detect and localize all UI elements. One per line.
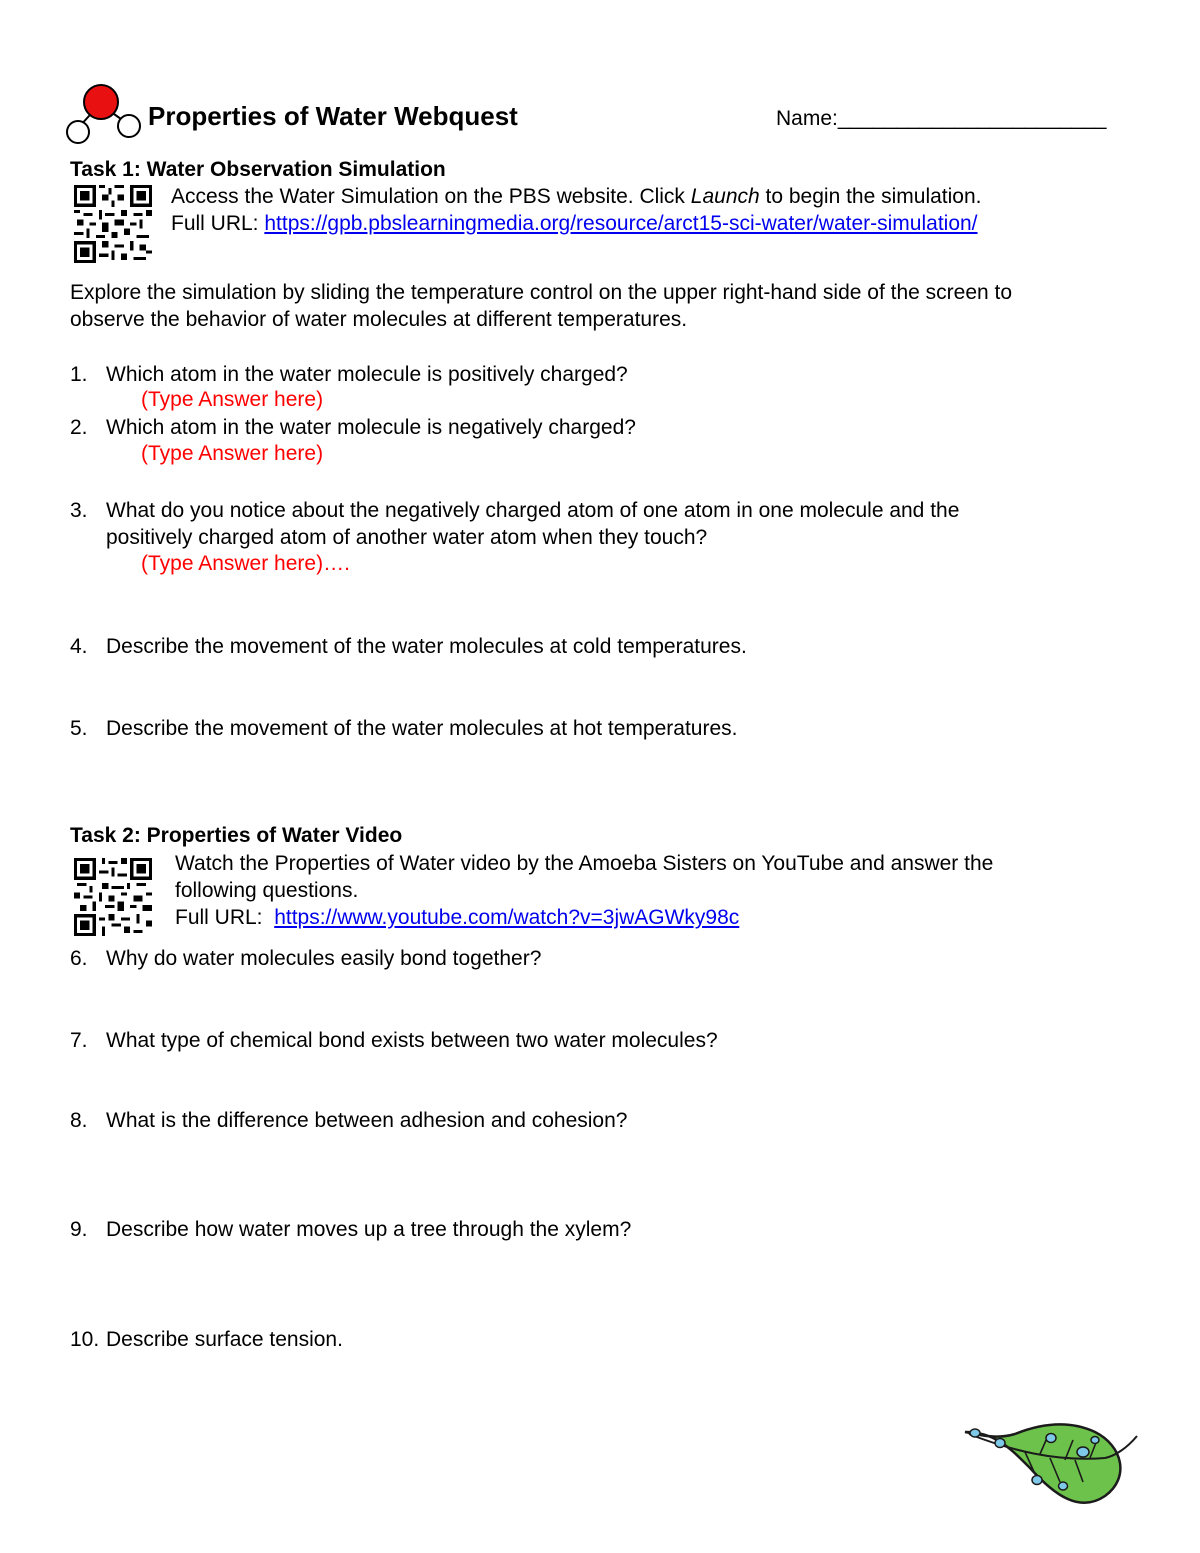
question-text-line1: What do you notice about the negatively charged atom of one atom in one molecule and the bbox=[106, 499, 960, 522]
question-number: 5. bbox=[70, 717, 88, 740]
answer-field-2[interactable]: (Type Answer here) bbox=[141, 442, 324, 465]
question-6 bbox=[70, 945, 1140, 972]
question-text: Describe surface tension. bbox=[106, 1328, 343, 1351]
question-9 bbox=[70, 1216, 1140, 1243]
question-number: 1. bbox=[70, 363, 88, 386]
page-title: Properties of Water Webquest bbox=[148, 101, 518, 131]
question-number: 7. bbox=[70, 1029, 88, 1052]
question-8 bbox=[70, 1107, 1140, 1134]
water-molecule-icon bbox=[58, 82, 148, 148]
explore-paragraph-line2: observe the behavior of water molecules at different temperatures. bbox=[70, 308, 688, 331]
question-text: Which atom in the water molecule is positively charged? bbox=[106, 363, 628, 386]
question-text: Why do water molecules easily bond together? bbox=[106, 947, 542, 970]
task1-heading: Task 1: Water Observation Simulation bbox=[70, 158, 446, 181]
task2-heading: Task 2: Properties of Water Video bbox=[70, 824, 403, 847]
question-text: Describe how water moves up a tree through the xylem? bbox=[106, 1218, 632, 1241]
answer-field-3[interactable]: (Type Answer here)…. bbox=[141, 552, 350, 575]
question-1 bbox=[70, 361, 1140, 388]
leaf-icon bbox=[955, 1418, 1145, 1518]
qr-code-icon bbox=[74, 185, 152, 263]
name-field[interactable]: Name:_______________________ bbox=[776, 107, 1107, 130]
task1-instructions bbox=[171, 183, 982, 210]
task2-url-line bbox=[175, 904, 739, 931]
youtube-video-link[interactable]: https://www.youtube.com/watch?v=3jwAGWky98c bbox=[274, 906, 740, 929]
question-2 bbox=[70, 414, 1140, 441]
question-7 bbox=[70, 1027, 1140, 1054]
task2-instruction-line1: Watch the Properties of Water video by the Amoeba Sisters on YouTube and answer the bbox=[175, 852, 994, 875]
question-number: 9. bbox=[70, 1218, 88, 1241]
url-label: Full URL: bbox=[171, 212, 265, 235]
task1-instruction-text-end: to begin the simulation. bbox=[759, 185, 982, 208]
question-text: Describe the movement of the water molecules at cold temperatures. bbox=[106, 635, 747, 658]
explore-paragraph-line1: Explore the simulation by sliding the temperature control on the upper right-hand side of the screen to bbox=[70, 281, 1013, 304]
question-number: 2. bbox=[70, 416, 88, 439]
question-text-line2: positively charged atom of another water atom when they touch? bbox=[106, 526, 708, 549]
question-4 bbox=[70, 633, 1140, 660]
question-text: What is the difference between adhesion and cohesion? bbox=[106, 1109, 628, 1132]
task1-instruction-text: Access the Water Simulation on the PBS website. Click bbox=[171, 185, 691, 208]
task2-instruction-line2: following questions. bbox=[175, 879, 359, 902]
qr-code-icon bbox=[74, 858, 152, 936]
url-label: Full URL: bbox=[175, 906, 275, 929]
question-5 bbox=[70, 715, 1140, 742]
question-10 bbox=[70, 1326, 1140, 1353]
answer-field-1[interactable]: (Type Answer here) bbox=[141, 388, 324, 411]
launch-emphasis: Launch bbox=[690, 185, 760, 208]
question-number: 3. bbox=[70, 499, 88, 522]
question-number: 6. bbox=[70, 947, 88, 970]
question-number: 8. bbox=[70, 1109, 88, 1132]
question-text: Describe the movement of the water molecules at hot temperatures. bbox=[106, 717, 738, 740]
question-text: Which atom in the water molecule is negatively charged? bbox=[106, 416, 636, 439]
pbs-simulation-link[interactable]: https://gpb.pbslearningmedia.org/resource/arct15-sci-water/water-simulation/ bbox=[264, 212, 978, 235]
question-text: What type of chemical bond exists between two water molecules? bbox=[106, 1029, 718, 1052]
question-number: 4. bbox=[70, 635, 88, 658]
question-3 bbox=[70, 497, 1140, 551]
task1-url-line bbox=[171, 210, 978, 237]
question-number: 10. bbox=[70, 1328, 100, 1351]
